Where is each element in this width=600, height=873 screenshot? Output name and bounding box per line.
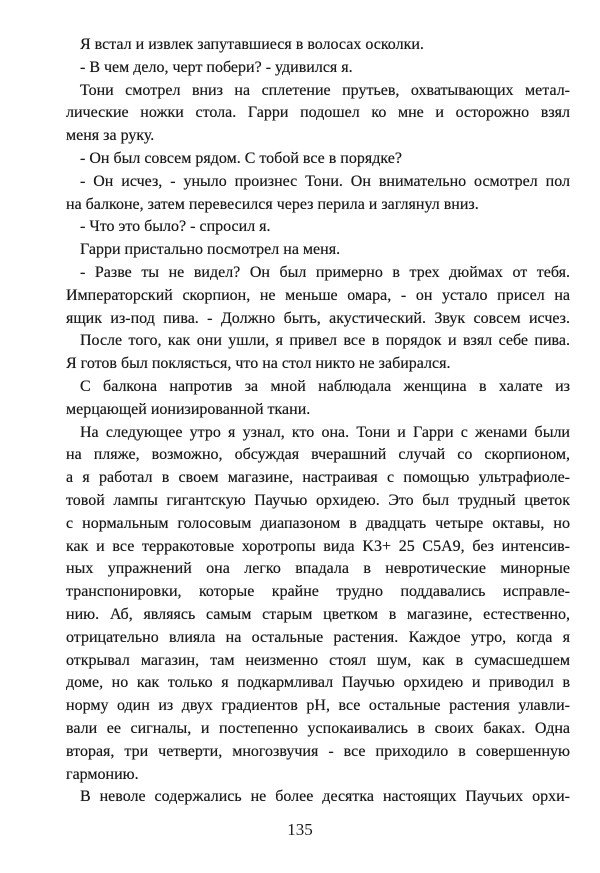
text-line: транспонировки, которые крайне трудно поддавались исправле- — [66, 583, 570, 601]
text-line: Императорский скорпион, не меньше омара, - он устало присел на — [66, 286, 570, 304]
text-line: с нормальным голосовым диапазоном в двадцать четыре октавы, но — [66, 514, 570, 532]
text-line: - Что это было? - спросил я. — [80, 218, 271, 236]
text-line: лические ножки стола. Гарри подошел ко мне и осторожно взял — [66, 104, 570, 122]
text-line: На следующее утро я узнал, кто она. Тони и Гарри с женами были — [80, 423, 570, 441]
text-line: Тони смотрел вниз на сплетение прутьев, охватывающих метал- — [80, 81, 570, 99]
text-line: как и все терракотовые хоротропы вида K3+ 25 C5A9, без интенсив- — [66, 537, 570, 555]
text-line: меня за руку. — [66, 127, 155, 145]
text-line: открывал магазин, там неизменно стоял шум, как в сумасшедшем — [66, 651, 570, 669]
text-line: отрицательно влияла на остальные растения. Каждое утро, когда я — [66, 628, 570, 646]
text-line: вторая, три четверти, многозвучия - все приходило в совершенную — [66, 742, 570, 760]
text-line: - Он исчез, - уныло произнес Тони. Он внимательно осмотрел пол — [80, 172, 570, 190]
text-line: товой лампы гигантскую Паучью орхидею. Это был трудный цветок — [66, 491, 570, 509]
text-line: доме, но как только я подкармливал Паучью орхидею и приводил в — [66, 674, 570, 692]
text-line: гармонию. — [66, 765, 139, 783]
text-line: - Разве ты не видел? Он был примерно в трех дюймах от тебя. — [80, 263, 570, 281]
page-number: 135 — [287, 820, 313, 839]
text-line: вали ее сигналы, и постепенно успокаивались в своих баках. Одна — [66, 719, 570, 737]
text-line: нию. Аб, являясь самым старым цветком в магазине, естественно, — [66, 605, 570, 623]
text-line: С балкона напротив за мной наблюдала женщина в халате из — [80, 377, 570, 395]
text-line: на балконе, затем перевесился через перила и заглянул вниз. — [66, 195, 479, 213]
text-line: - В чем дело, черт побери? - удивился я. — [80, 58, 353, 76]
text-line: ящик из-под пива. - Должно быть, акустический. Звук совсем исчез. — [66, 309, 570, 327]
text-line: После того, как они ушли, я привел все в порядок и взял себе пива. — [80, 332, 570, 350]
text-line: на пляже, возможно, обсуждая вчерашний случай со скорпионом, — [66, 446, 570, 464]
text-line: ных упражнений она легко впадала в невротические минорные — [66, 560, 570, 578]
text-line: В неволе содержались не более десятка настоящих Паучьих орхи- — [80, 788, 570, 806]
text-line: а я работал в своем магазине, настраивая с помощью ультрафиоле- — [66, 469, 570, 487]
text-line: Я готов был поклясться, что на стол никто не забирался. — [66, 355, 451, 373]
text-line: - Он был совсем рядом. С тобой все в порядке? — [80, 149, 402, 167]
text-line: Я встал и извлек запутавшиеся в волосах осколки. — [80, 36, 424, 53]
text-line: норму один из двух градиентов pH, все остальные растения улавли- — [66, 697, 570, 715]
page-body-text — [66, 34, 570, 809]
text-line: мерцающей ионизированной ткани. — [66, 400, 311, 418]
text-line: Гарри пристально посмотрел на меня. — [80, 241, 341, 259]
